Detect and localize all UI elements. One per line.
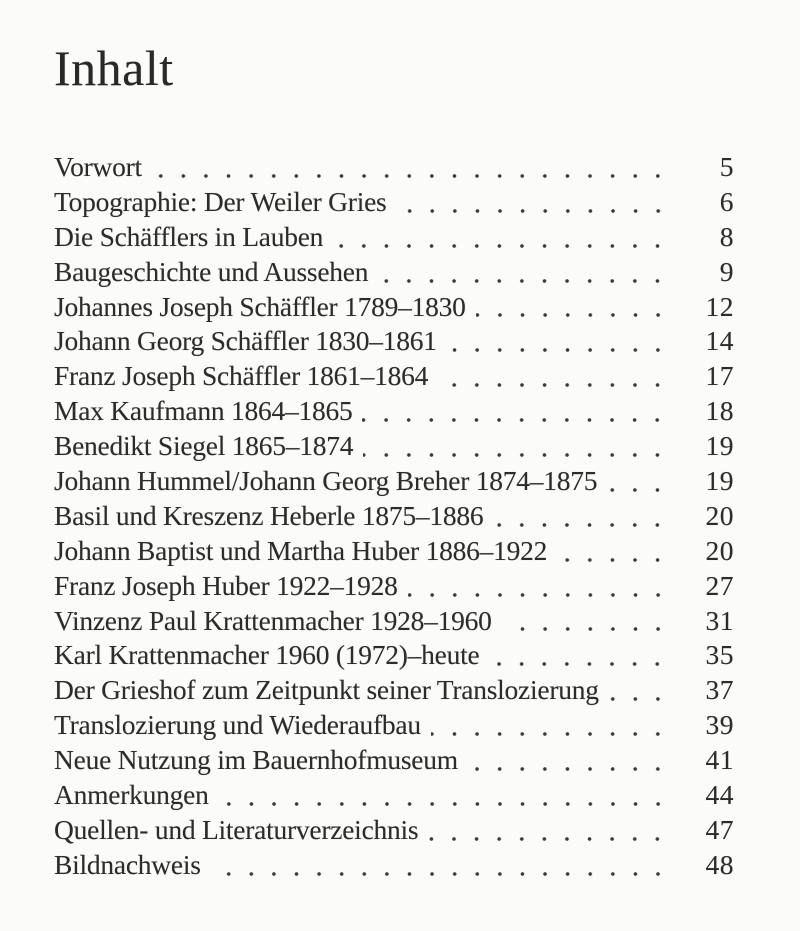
dot-leader: [607, 464, 670, 499]
toc-row: [54, 255, 734, 290]
toc-row: [54, 150, 734, 185]
toc-entry-page: 6: [719, 185, 734, 217]
dot-leader: [476, 290, 670, 325]
dot-leader: [219, 778, 670, 813]
toc-row: [54, 534, 734, 569]
toc-row: [54, 778, 734, 813]
toc-entry-page: 20: [705, 499, 734, 531]
toc-entry-page: 12: [705, 290, 734, 322]
toc-entry-title: Johann Baptist und Martha Huber 1886–1922: [54, 534, 548, 566]
toc-entry-title: Johann Georg Schäffler 1830–1861: [54, 325, 437, 357]
toc-row: [54, 464, 734, 499]
toc-entry-page: 27: [705, 569, 734, 601]
dot-leader: [489, 638, 670, 673]
toc-list: [54, 150, 734, 883]
toc-entry-page: 19: [705, 430, 734, 462]
toc-row: [54, 604, 734, 639]
dot-leader: [408, 569, 670, 604]
page-title: Inhalt: [54, 40, 174, 96]
toc-entry-page: 37: [705, 674, 734, 706]
dot-leader: [363, 429, 670, 464]
toc-entry-title: Translozierung und Wiederaufbau: [54, 709, 421, 741]
dot-leader: [493, 499, 670, 534]
toc-row: [54, 569, 734, 604]
toc-entry-title: Benedikt Siegel 1865–1874: [54, 430, 354, 462]
dot-leader: [609, 673, 670, 708]
toc-row: [54, 743, 734, 778]
toc-row: [54, 499, 734, 534]
toc-row: [54, 290, 734, 325]
toc-entry-page: 17: [705, 360, 734, 392]
toc-entry-title: Bildnachweis: [54, 848, 201, 880]
toc-entry-page: 18: [705, 395, 734, 427]
toc-entry-page: 19: [705, 465, 734, 497]
toc-entry-page: 14: [705, 325, 734, 357]
toc-entry-page: 41: [705, 744, 734, 776]
toc-entry-title: Neue Nutzung im Bauernhofmuseum: [54, 744, 458, 776]
dot-leader: [362, 394, 670, 429]
dot-leader: [557, 534, 670, 569]
dot-leader: [397, 185, 671, 220]
dot-leader: [152, 150, 670, 185]
toc-row: [54, 185, 734, 220]
toc-row: [54, 708, 734, 743]
toc-entry-title: Vinzenz Paul Krattenmacher 1928–1960: [54, 604, 492, 636]
toc-entry-page: 44: [705, 779, 734, 811]
toc-entry-title: Vorwort: [54, 151, 142, 182]
toc-entry-title: Johann Hummel/Johann Georg Breher 1874–1875: [54, 465, 598, 497]
dot-leader: [502, 604, 670, 639]
toc-row: [54, 673, 734, 708]
toc-entry-title: Der Grieshof zum Zeitpunkt seiner Translozierung: [54, 674, 599, 706]
toc-entry-page: 20: [705, 534, 734, 566]
toc-row: [54, 220, 734, 255]
toc-entry-page: 35: [705, 639, 734, 671]
toc-row: [54, 848, 734, 883]
toc-row: [54, 324, 734, 359]
toc-row: [54, 359, 734, 394]
toc-entry-title: Anmerkungen: [54, 779, 209, 811]
toc-entry-title: Franz Joseph Schäffler 1861–1864: [54, 360, 429, 392]
toc-entry-title: Johannes Joseph Schäffler 1789–1830: [54, 290, 466, 322]
toc-entry-title: Die Schäfflers in Lauben: [54, 220, 324, 252]
dot-leader: [211, 848, 670, 883]
toc-entry-page: 39: [705, 709, 734, 741]
toc-entry-page: 31: [705, 604, 734, 636]
toc-entry-page: 5: [719, 151, 734, 182]
dot-leader: [447, 324, 670, 359]
dot-leader: [438, 359, 670, 394]
toc-row: [54, 813, 734, 848]
toc-entry-page: 47: [705, 813, 734, 845]
toc-entry-page: 48: [705, 848, 734, 880]
dot-leader: [333, 220, 670, 255]
toc-row: [54, 638, 734, 673]
toc-entry-title: Quellen- und Literaturverzeichnis: [54, 813, 419, 845]
dot-leader: [428, 813, 670, 848]
toc-entry-title: Baugeschichte und Aussehen: [54, 255, 369, 287]
toc-entry-title: Topographie: Der Weiler Gries: [54, 185, 387, 217]
dot-leader: [378, 255, 670, 290]
toc-entry-title: Basil und Kreszenz Heberle 1875–1886: [54, 499, 484, 531]
dot-leader: [468, 743, 670, 778]
toc-entry-title: Max Kaufmann 1864–1865: [54, 395, 353, 427]
toc-entry-page: 8: [719, 220, 734, 252]
toc-entry-title: Franz Joseph Huber 1922–1928: [54, 569, 398, 601]
toc-entry-title: Karl Krattenmacher 1960 (1972)–heute: [54, 639, 480, 671]
dot-leader: [431, 708, 670, 743]
toc-entry-page: 9: [719, 255, 734, 287]
toc-row: [54, 394, 734, 429]
toc-row: [54, 429, 734, 464]
